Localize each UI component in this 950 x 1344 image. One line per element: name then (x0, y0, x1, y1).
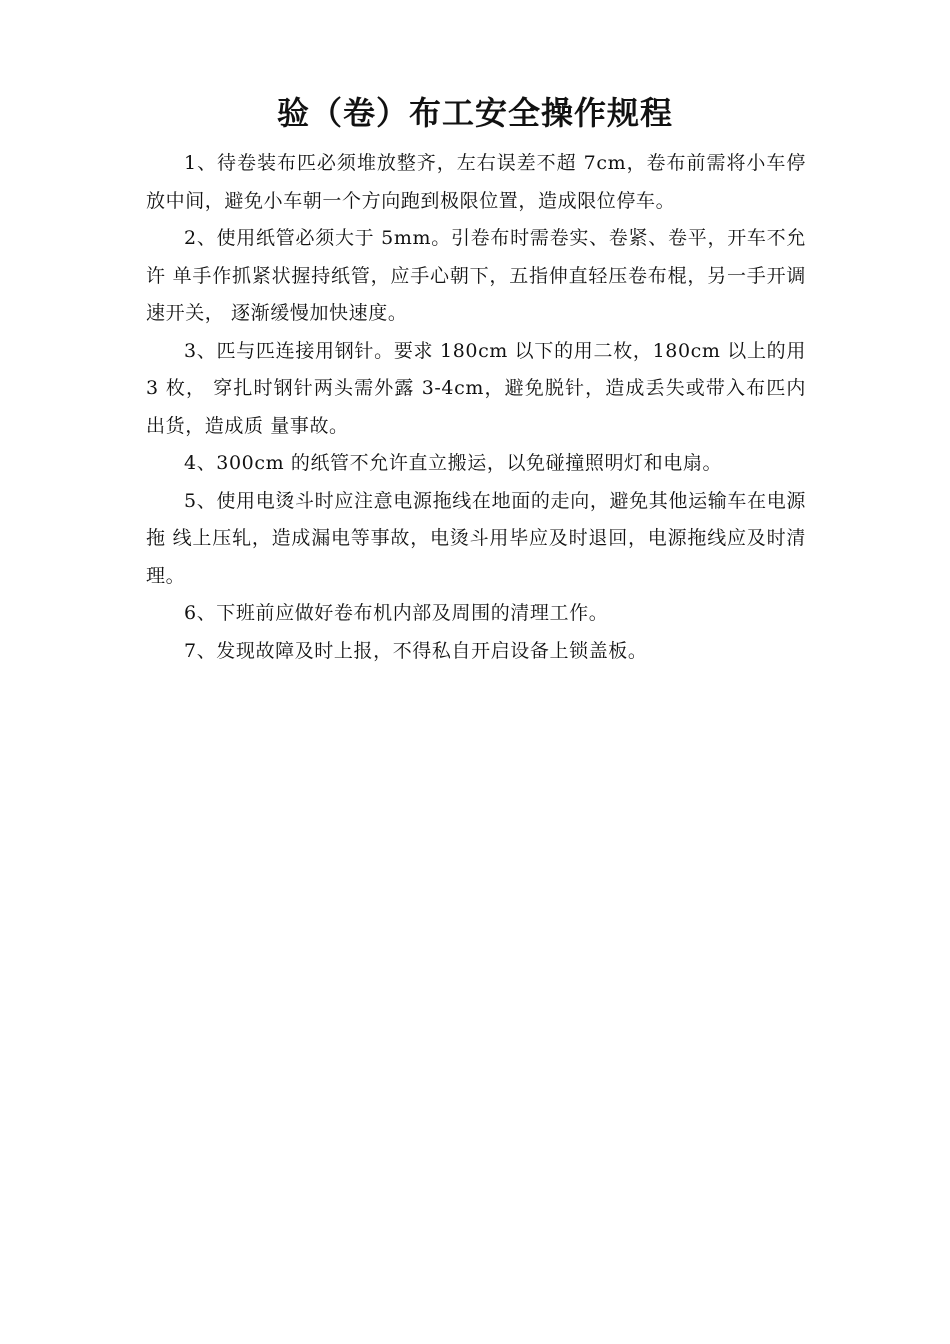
rule-paragraph-6: 6、下班前应做好卷布机内部及周围的清理工作。 (184, 602, 609, 624)
document-body (146, 145, 806, 670)
rule-paragraph-5: 5、使用电烫斗时应注意电源拖线在地面的走向，避免其他运输车在电源拖 线上压轧，造成漏电等事故，电烫斗用毕应及时退回，电源拖线应及时清理。 (146, 489, 806, 587)
rule-paragraph-3: 3、匹与匹连接用钢针。要求 180cm 以下的用二枚，180cm 以上的用 3 枚， 穿扎时钢针两头需外露 3-4cm，避免脱针，造成丢失或带入布匹内出货，造成质 量事故。 (146, 339, 806, 437)
document-title: 验（卷）布工安全操作规程 (276, 94, 673, 132)
rule-paragraph-1: 1、待卷装布匹必须堆放整齐，左右误差不超 7cm，卷布前需将小车停放中间，避免小车朝一个方向跑到极限位置，造成限位停车。 (146, 152, 806, 212)
rule-paragraph-7: 7、发现故障及时上报，不得私自开启设备上锁盖板。 (184, 639, 648, 662)
rule-paragraph-4: 4、300cm 的纸管不允许直立搬运，以免碰撞照明灯和电扇。 (184, 452, 723, 474)
rule-paragraph-2: 2、使用纸管必须大于 5mm。引卷布时需卷实、卷紧、卷平，开车不允许 单手作抓紧状握持纸管，应手心朝下，五指伸直轻压卷布棍，另一手开调速开关， 逐渐缓慢加快速度。 (146, 227, 806, 324)
